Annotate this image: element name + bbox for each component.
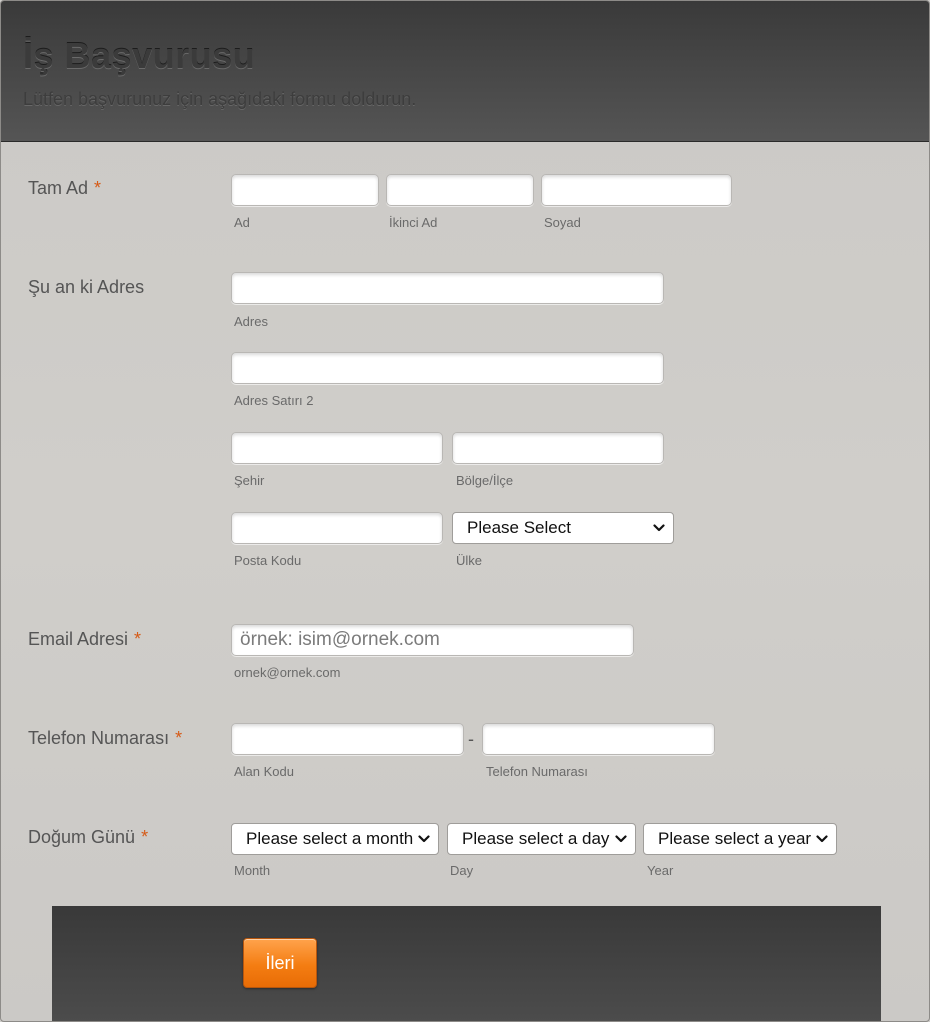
state-input[interactable] [452,432,664,464]
required-marker: * [141,827,149,847]
address-line2-sublabel: Adres Satırı 2 [234,393,314,408]
required-marker: * [175,728,183,748]
birth-day-select[interactable] [447,823,636,855]
area-code-sublabel: Alan Kodu [234,764,294,779]
form-subtitle: Lütfen başvurunuz için aşağıdaki formu doldurun. [23,89,417,109]
phone-number-sublabel: Telefon Numarası [486,764,588,779]
birth-day-value: Please select a day [462,829,610,848]
phone-separator: - [468,729,474,749]
birth-year-sublabel: Year [647,863,674,878]
email-sublabel: ornek@ornek.com [234,665,341,680]
birth-year-value: Please select a year [658,829,812,848]
address-line1-sublabel: Adres [234,314,268,329]
birthday-label [28,827,148,848]
middle-name-input[interactable] [386,174,534,206]
phone-number-input[interactable] [482,723,715,755]
chevron-down-icon [816,833,828,845]
address-label: Şu an ki Adres [28,277,145,297]
city-input[interactable] [231,432,443,464]
form-header [1,1,930,142]
full-name-label [28,178,101,199]
birth-month-value: Please select a month [246,829,414,848]
required-marker: * [134,629,142,649]
full-name-label-text: Tam Ad [28,178,89,198]
required-marker: * [94,178,102,198]
country-select-value: Please Select [467,518,571,537]
chevron-down-icon [418,833,430,845]
email-input[interactable] [231,624,634,656]
email-label-text: Email Adresi [28,629,129,649]
country-sublabel: Ülke [456,553,483,568]
form-title: İş Başvurusu [23,35,256,76]
email-label [28,629,141,650]
birthday-label-text: Doğum Günü [28,827,136,847]
last-name-input[interactable] [541,174,732,206]
birth-month-select[interactable] [231,823,439,855]
postal-code-input[interactable] [231,512,443,544]
first-name-sublabel: Ad [234,215,250,230]
form-footer [52,906,881,1022]
state-sublabel: Bölge/İlçe [456,473,514,488]
postal-code-sublabel: Posta Kodu [234,553,302,568]
phone-label-text: Telefon Numarası [28,728,170,748]
chevron-down-icon [615,833,627,845]
phone-label [28,728,182,749]
address-line1-input[interactable] [231,272,664,304]
middle-name-sublabel: İkinci Ad [389,215,438,230]
last-name-sublabel: Soyad [544,215,581,230]
first-name-input[interactable] [231,174,379,206]
address-line2-input[interactable] [231,352,664,384]
country-select[interactable] [452,512,674,544]
city-sublabel: Şehir [234,473,265,488]
birth-month-sublabel: Month [234,863,271,878]
area-code-input[interactable] [231,723,464,755]
next-button[interactable]: İleri [243,938,317,988]
chevron-down-icon [653,522,665,534]
birth-year-select[interactable] [643,823,837,855]
birth-day-sublabel: Day [450,863,474,878]
